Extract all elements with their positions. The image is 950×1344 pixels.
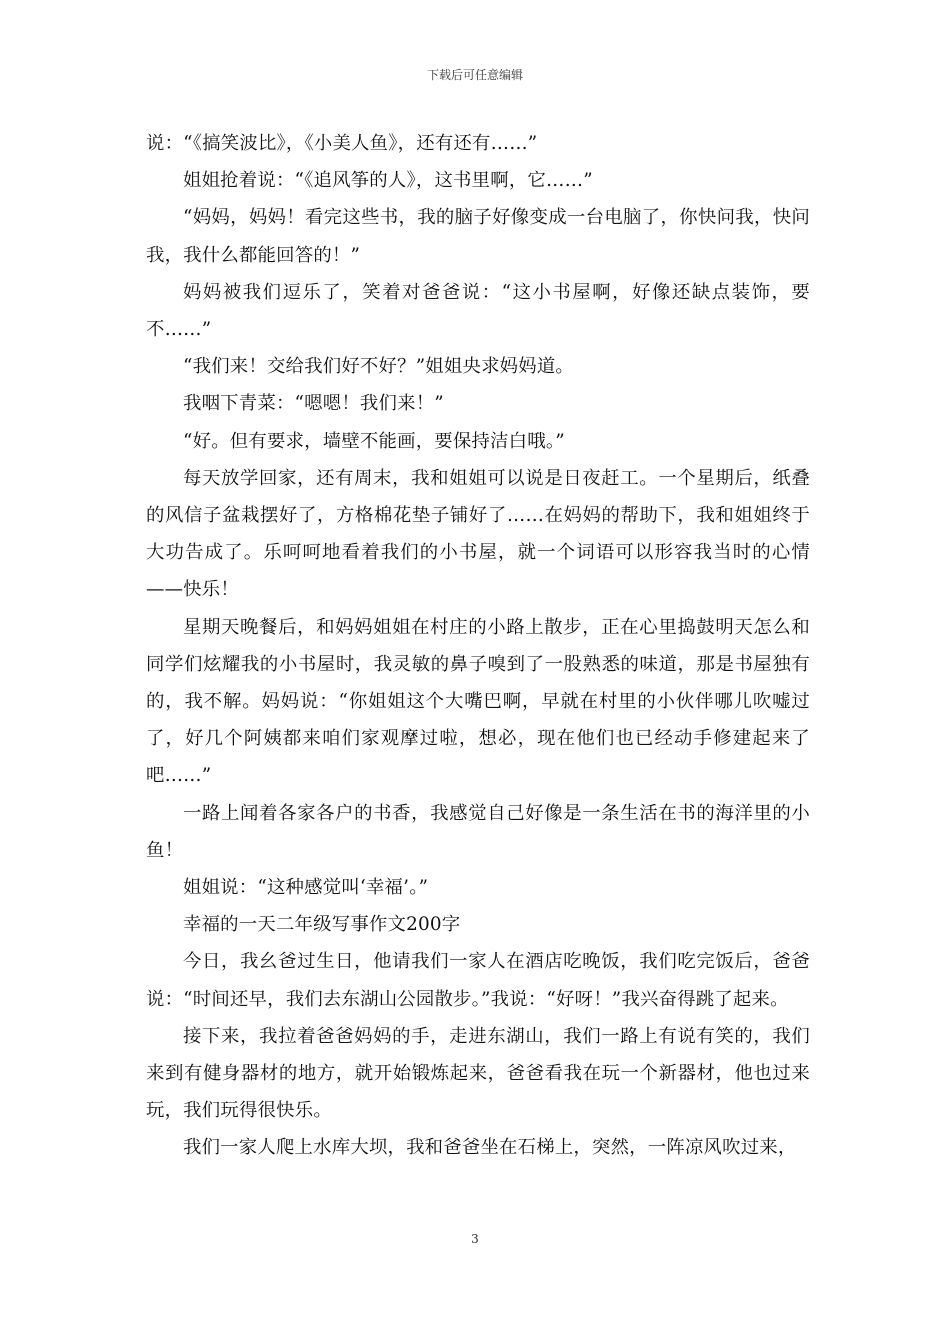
paragraph: “好。但有要求，墙壁不能画，要保持洁白哦。” (183, 430, 565, 452)
paragraph: 每天放学回家，还有周末，我和姐姐可以说是日夜赶工。一个星期后，纸叠的风信子盆栽摆好了，方格棉花垫子铺好了……在妈妈的帮助下，我和姐姐终于大功告成了。乐呵呵地看着我们的小书屋，就一个词语可以形容我当时的心情——快乐！ (146, 467, 810, 601)
paragraph: 今日，我幺爸过生日，他请我们一家人在酒店吃晚饭，我们吃完饭后，爸爸说：“时间还早，我们去东湖山公园散步。”我说：“好呀！”我兴奋得跳了起来。 (146, 951, 810, 1010)
paragraph: 妈妈被我们逗乐了，笑着对爸爸说：“这小书屋啊，好像还缺点装饰，要不……” (146, 281, 810, 341)
paragraph: 说：“《搞笑波比》，《小美人鱼》，还有还有……” (146, 133, 538, 154)
paragraph: 姐姐抢着说：“《追风筝的人》，这书里啊，它……” (183, 170, 593, 192)
paragraph: 我咽下青菜：“嗯嗯！我们来！” (183, 393, 444, 415)
essay-title: 幸福的一天二年级写事作文200字 (183, 914, 461, 936)
page-number: 3 (471, 1232, 479, 1246)
paragraph: 姐姐说：“这种感觉叫‘幸福’。” (183, 877, 429, 899)
paragraph: “妈妈，妈妈！看完这些书，我的脑子好像变成一台电脑了，你快问我，快问我，我什么都能回答的！” (146, 207, 810, 266)
paragraph: 接下来，我拉着爸爸妈妈的手，走进东湖山，我们一路上有说有笑的，我们来到有健身器材的地方，就开始锻炼起来，爸爸看我在玩一个新器材，他也过来玩，我们玩得很快乐。 (146, 1025, 810, 1122)
paragraph: 我们一家人爬上水库大坝，我和爸爸坐在石梯上，突然，一阵凉风吹过来， (183, 1137, 797, 1159)
paragraph: 星期天晚餐后，和妈妈姐姐在村庄的小路上散步，正在心里捣鼓明天怎么和同学们炫耀我的小书屋时，我灵敏的鼻子嗅到了一股熟悉的味道，那是书屋独有的，我不解。妈妈说：“你姐姐这个大嘴巴啊，早就在村里的小伙伴哪儿吹嘘过了，好几个阿姨都来咱们家观摩过啦，想必，现在他们也已经动手修建起来了吧……” (146, 616, 810, 787)
body-text (146, 125, 810, 1167)
paragraph: 一路上闻着各家各户的书香，我感觉自己好像是一条生活在书的海洋里的小鱼！ (146, 802, 810, 861)
paragraph: “我们来！交给我们好不好？”姐姐央求妈妈道。 (183, 356, 575, 378)
page-header: 下载后可任意编辑 (426, 68, 523, 82)
